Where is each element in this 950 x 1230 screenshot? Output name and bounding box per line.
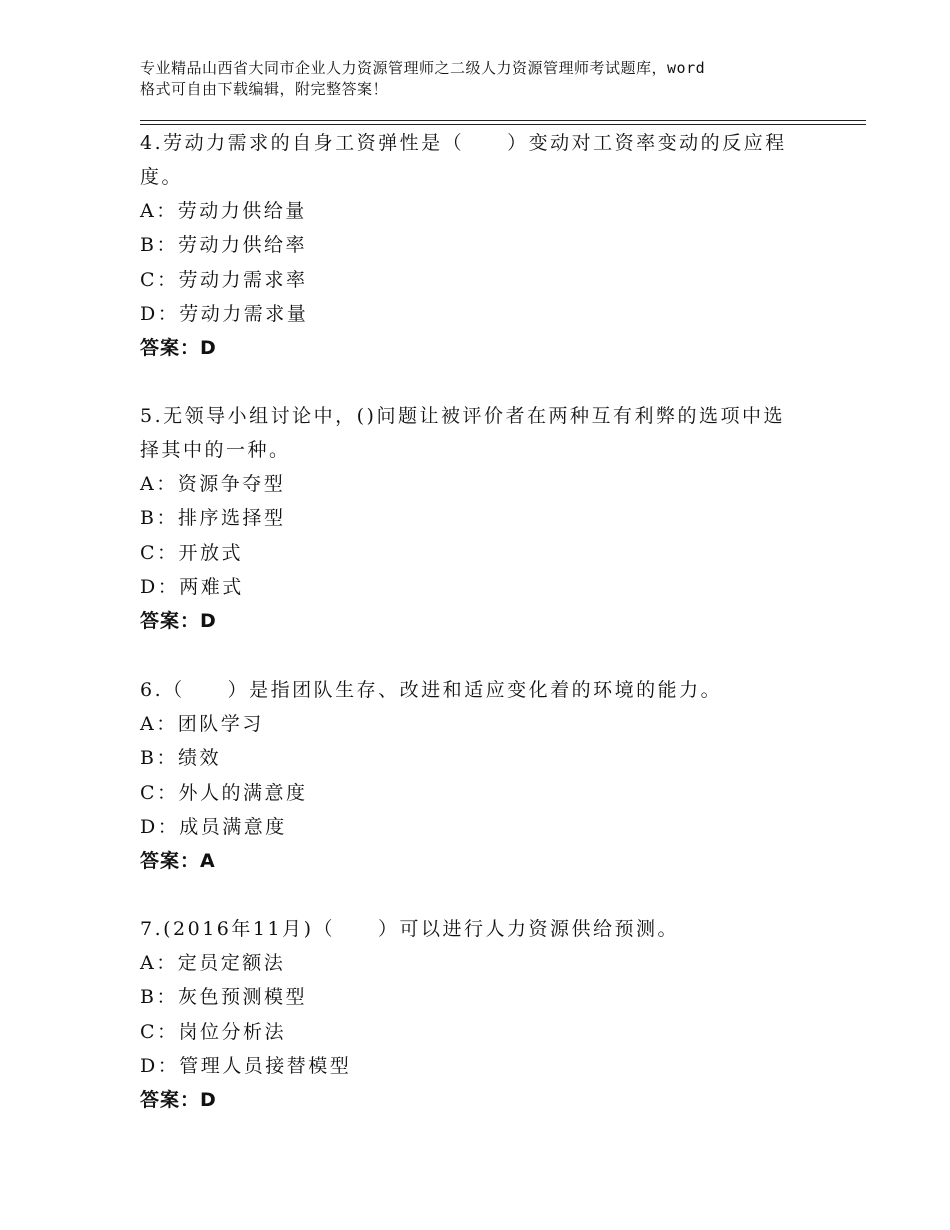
option-a: A：团队学习 (140, 713, 264, 735)
option-d: D：成员满意度 (140, 815, 287, 838)
answer: 答案：D (140, 337, 217, 360)
option-d: D：劳动力需求量 (140, 302, 309, 325)
option-b: B：绩效 (140, 747, 221, 770)
header-divider-bottom (140, 124, 866, 125)
question-stem: 6.（ ）是指团队生存、改进和适应变化着的环境的能力。 (140, 679, 723, 701)
question-stem-continued: 择其中的一种。 (140, 439, 291, 461)
question-6 (140, 673, 840, 878)
option-c: C：岗位分析法 (140, 1020, 287, 1043)
option-d: D：两难式 (140, 575, 244, 598)
question-stem: 7.(2016年11月)（ ）可以进行人力资源供给预测。 (140, 918, 679, 940)
header-line-1: 专业精品山西省大同市企业人力资源管理师之二级人力资源管理师考试题库，word (140, 59, 706, 77)
option-b: B：排序选择型 (140, 507, 286, 530)
document-header (140, 58, 840, 100)
question-stem: 5.无领导小组讨论中，()问题让被评价者在两种互有利弊的选项中选 (140, 405, 785, 427)
question-stem: 4.劳动力需求的自身工资弹性是（ ）变动对工资率变动的反应程 (140, 132, 787, 154)
option-b: B：劳动力供给率 (140, 234, 307, 257)
question-5 (140, 399, 840, 638)
answer: 答案：D (140, 1089, 217, 1112)
option-b: B：灰色预测模型 (140, 986, 307, 1009)
question-4 (140, 126, 840, 365)
option-c: C：外人的满意度 (140, 781, 308, 804)
header-divider-top (140, 120, 866, 121)
option-a: A：劳动力供给量 (140, 200, 307, 222)
option-c: C：开放式 (140, 541, 244, 564)
question-7 (140, 912, 840, 1117)
answer: 答案：D (140, 610, 217, 633)
answer: 答案：A (140, 850, 216, 873)
option-c: C：劳动力需求率 (140, 268, 308, 291)
header-line-2: 格式可自由下载编辑，附完整答案！ (140, 80, 389, 98)
option-d: D：管理人员接替模型 (140, 1054, 352, 1077)
option-a: A：资源争夺型 (140, 473, 286, 495)
question-stem-continued: 度。 (140, 166, 184, 188)
option-a: A：定员定额法 (140, 952, 286, 974)
